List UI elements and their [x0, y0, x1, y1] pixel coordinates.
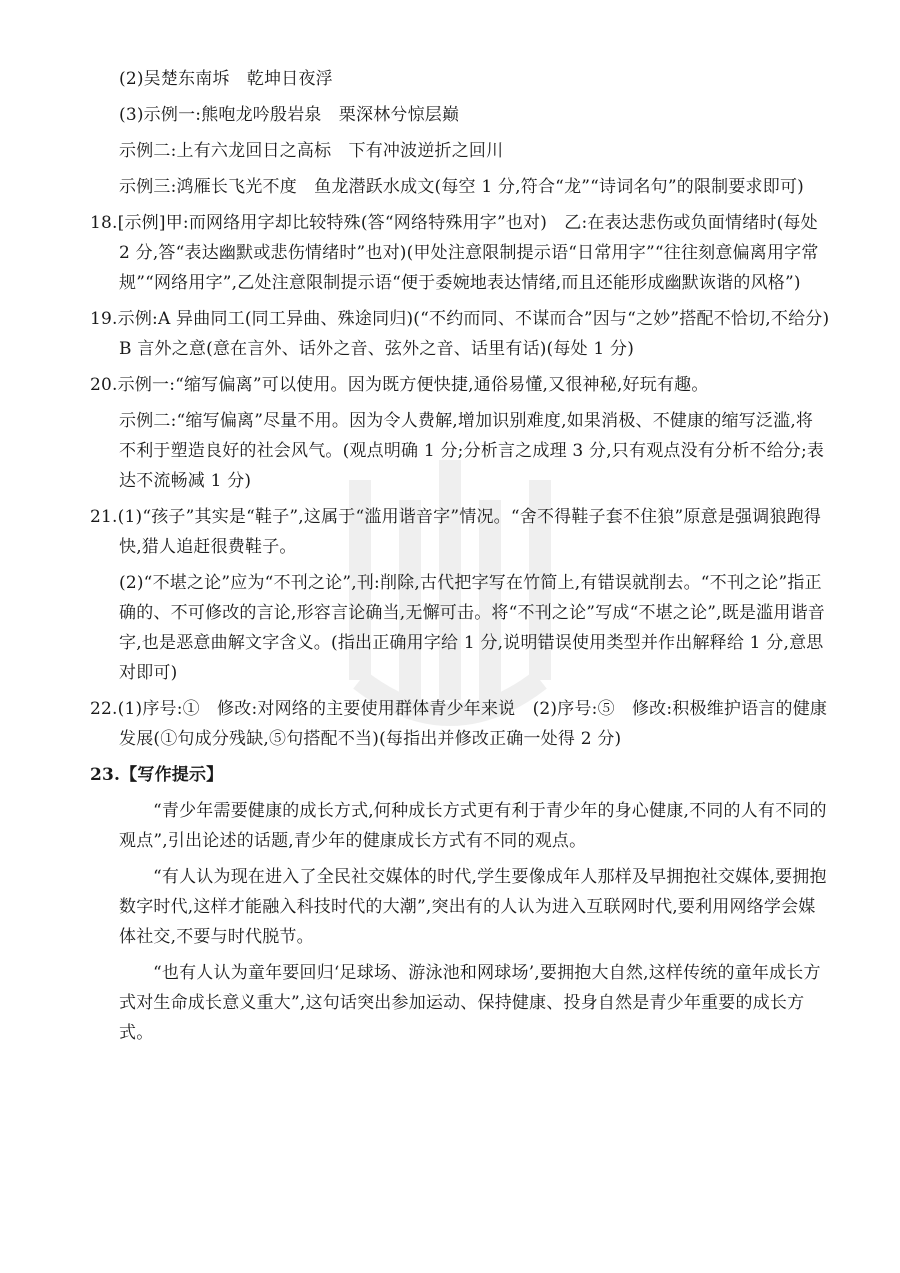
answer-line-17-3: (3)示例一:熊咆龙吟殷岩泉 栗深林兮惊层巅: [119, 105, 460, 125]
answer-20-example-2: 示例二:“缩写偏离”尽量不用。因为令人费解,增加识别难度,如果消极、不健康的缩写泛滥,将不利于塑造良好的社会风气。(观点明确 1 分;分析言之成理 3 分,只有观点没有分析不给分;表达不流畅减 1 分): [119, 411, 825, 491]
answer-20-example-1: 20.示例一:“缩写偏离”可以使用。因为既方便快捷,通俗易懂,又很神秘,好玩有趣。: [90, 375, 709, 395]
answer-line-example-3: 示例三:鸿雁长飞光不度 鱼龙潜跃水成文(每空 1 分,符合“龙”“诗词名句”的限制要求即可): [119, 177, 804, 197]
answer-21-1: 21.(1)“孩子”其实是“鞋子”,这属于“滥用谐音字”情况。“舍不得鞋子套不住狼”原意是强调狼跑得快,猎人追赶很费鞋子。: [90, 507, 822, 557]
answer-21-2: (2)“不堪之论”应为“不刊之论”,刊:削除,古代把字写在竹简上,有错误就削去。“不刊之论”指正确的、不可修改的言论,形容言论确当,无懈可击。将“不刊之论”写成“不堪之论”,既是滥用谐音字,也是恶意曲解文字含义。(指出正确用字给 1 分,说明错误使用类型并作出解释给 1 分,意思对即可): [119, 573, 825, 683]
answer-18: 18.[示例]甲:而网络用字却比较特殊(答“网络特殊用字”也对) 乙:在表达悲伤或负面情绪时(每处 2 分,答“表达幽默或悲伤情绪时”也对)(甲处注意限制提示语“日常用字”“往往刻意偏离用字常规”“网络用字”,乙处注意限制提示语“便于委婉地表达情绪,而且还能形成幽默诙谐的风格”): [90, 213, 819, 293]
answer-23-paragraph-2: “有人认为现在进入了全民社交媒体的时代,学生要像成年人那样及早拥抱社交媒体,要拥抱数字时代,这样才能融入科技时代的大潮”,突出有的人认为进入互联网时代,要利用网络学会媒体社交,不要与时代脱节。: [119, 867, 827, 947]
answer-line-example-2: 示例二:上有六龙回日之高标 下有冲波逆折之回川: [119, 141, 504, 161]
answer-line-17-2: (2)吴楚东南坼 乾坤日夜浮: [119, 69, 333, 89]
answer-19: 19.示例:A 异曲同工(同工异曲、殊途同归)(“不约而同、不谋而合”因与“之妙”搭配不恰切,不给分) B 言外之意(意在言外、话外之音、弦外之音、话里有话)(每处 1 分): [90, 309, 847, 359]
answer-23-paragraph-1: “青少年需要健康的成长方式,何种成长方式更有利于青少年的身心健康,不同的人有不同的观点”,引出论述的话题,青少年的健康成长方式有不同的观点。: [119, 801, 827, 851]
answer-23-title: 23.【写作提示】: [90, 765, 224, 785]
answer-23-paragraph-3: “也有人认为童年要回归‘足球场、游泳池和网球场’,要拥抱大自然,这样传统的童年成长方式对生命成长意义重大”,这句话突出参加运动、保持健康、投身自然是青少年重要的成长方式。: [119, 963, 821, 1043]
answer-content: [90, 64, 847, 1054]
answer-22: 22.(1)序号:① 修改:对网络的主要使用群体青少年来说 (2)序号:⑤ 修改:积极维护语言的健康发展(①句成分残缺,⑤句搭配不当)(每指出并修改正确一处得 2 分): [90, 699, 828, 749]
